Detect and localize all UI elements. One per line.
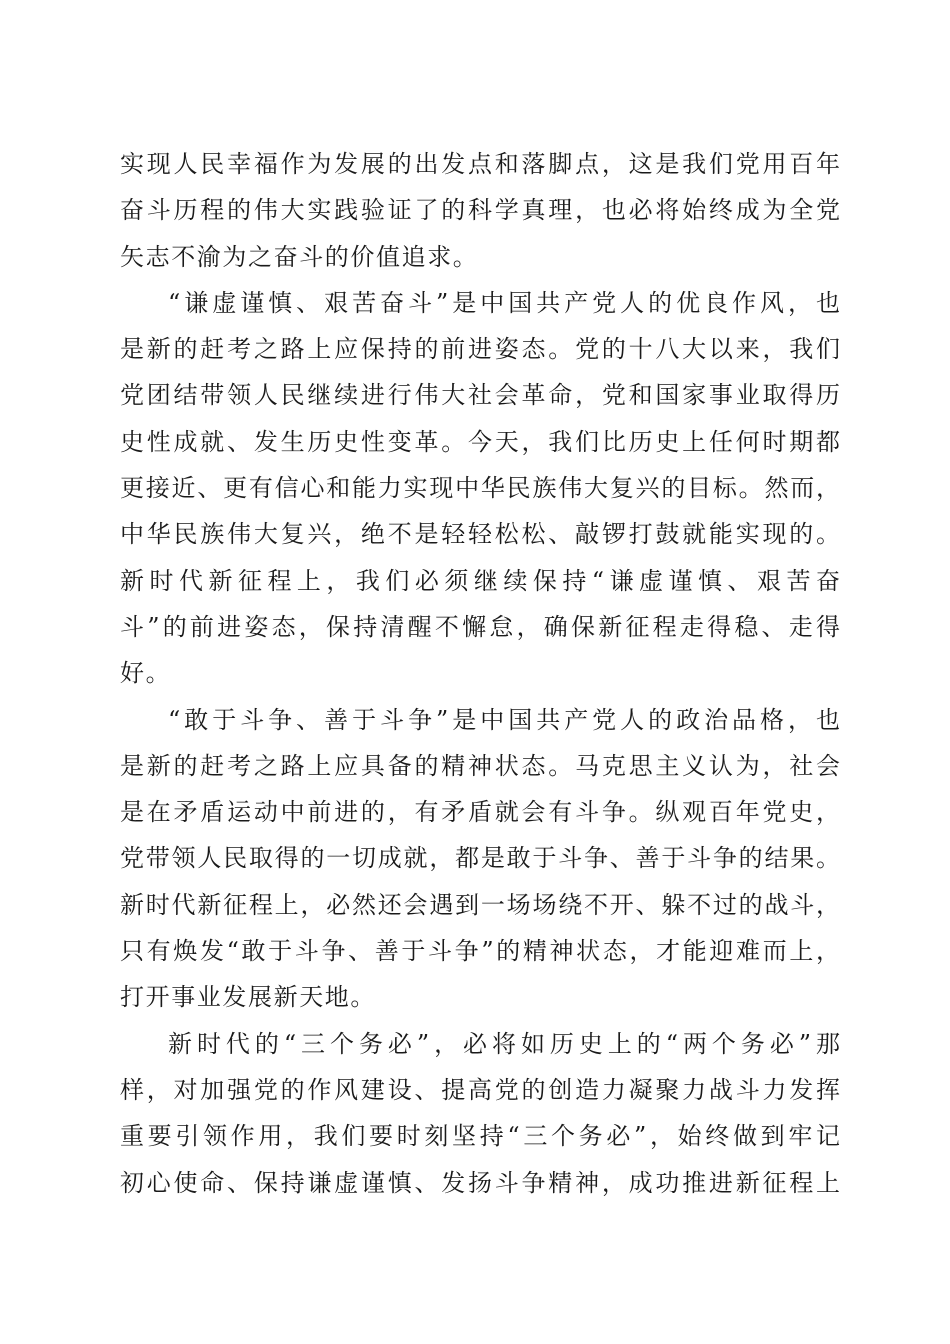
document-body: [120, 141, 840, 1206]
text-line: 矢志不渝为之奋斗的价值追求。: [120, 242, 479, 271]
text-line: 打开事业发展新天地。: [120, 983, 376, 1012]
text-line: 重要引领作用，我们要时刻坚持“三个务必”，始终做到牢记: [120, 1122, 840, 1151]
text-line: 好。: [120, 659, 172, 688]
text-line: 党带领人民取得的一切成就，都是敢于斗争、善于斗争的结果。: [120, 844, 840, 873]
text-line: 是在矛盾运动中前进的，有矛盾就会有斗争。纵观百年党史，: [120, 798, 840, 827]
paragraph-3: [120, 697, 840, 1021]
text-line: 只有焕发“敢于斗争、善于斗争”的精神状态，才能迎难而上，: [120, 937, 840, 966]
text-line: 初心使命、保持谦虚谨慎、发扬斗争精神，成功推进新征程上: [120, 1168, 840, 1197]
text-line: 新时代新征程上，我们必须继续保持“谦虚谨慎、艰苦奋: [120, 566, 840, 595]
text-line: “谦虚谨慎、艰苦奋斗”是中国共产党人的优良作风，也: [168, 288, 840, 317]
text-line: 更接近、更有信心和能力实现中华民族伟大复兴的目标。然而，: [120, 474, 840, 503]
text-line: 斗”的前进姿态，保持清醒不懈怠，确保新征程走得稳、走得: [120, 612, 840, 641]
paragraph-1: [120, 141, 840, 280]
text-line: 新时代新征程上，必然还会遇到一场场绕不开、躲不过的战斗，: [120, 890, 840, 919]
text-line: 样，对加强党的作风建设、提高党的创造力凝聚力战斗力发挥: [120, 1075, 840, 1104]
text-line: 党团结带领人民继续进行伟大社会革命，党和国家事业取得历: [120, 381, 840, 410]
text-line: 中华民族伟大复兴，绝不是轻轻松松、敲锣打鼓就能实现的。: [120, 520, 840, 549]
text-line: 史性成就、发生历史性变革。今天，我们比历史上任何时期都: [120, 427, 840, 456]
text-line: “敢于斗争、善于斗争”是中国共产党人的政治品格，也: [168, 705, 840, 734]
text-line: 奋斗历程的伟大实践验证了的科学真理，也必将始终成为全党: [120, 196, 840, 225]
text-line: 是新的赶考之路上应具备的精神状态。马克思主义认为，社会: [120, 751, 840, 780]
text-line: 新时代的“三个务必”，必将如历史上的“两个务必”那: [168, 1029, 840, 1058]
paragraph-4: [120, 1021, 840, 1206]
paragraph-2: [120, 280, 840, 697]
text-line: 实现人民幸福作为发展的出发点和落脚点，这是我们党用百年: [120, 150, 840, 178]
text-line: 是新的赶考之路上应保持的前进姿态。党的十八大以来，我们: [120, 335, 840, 364]
